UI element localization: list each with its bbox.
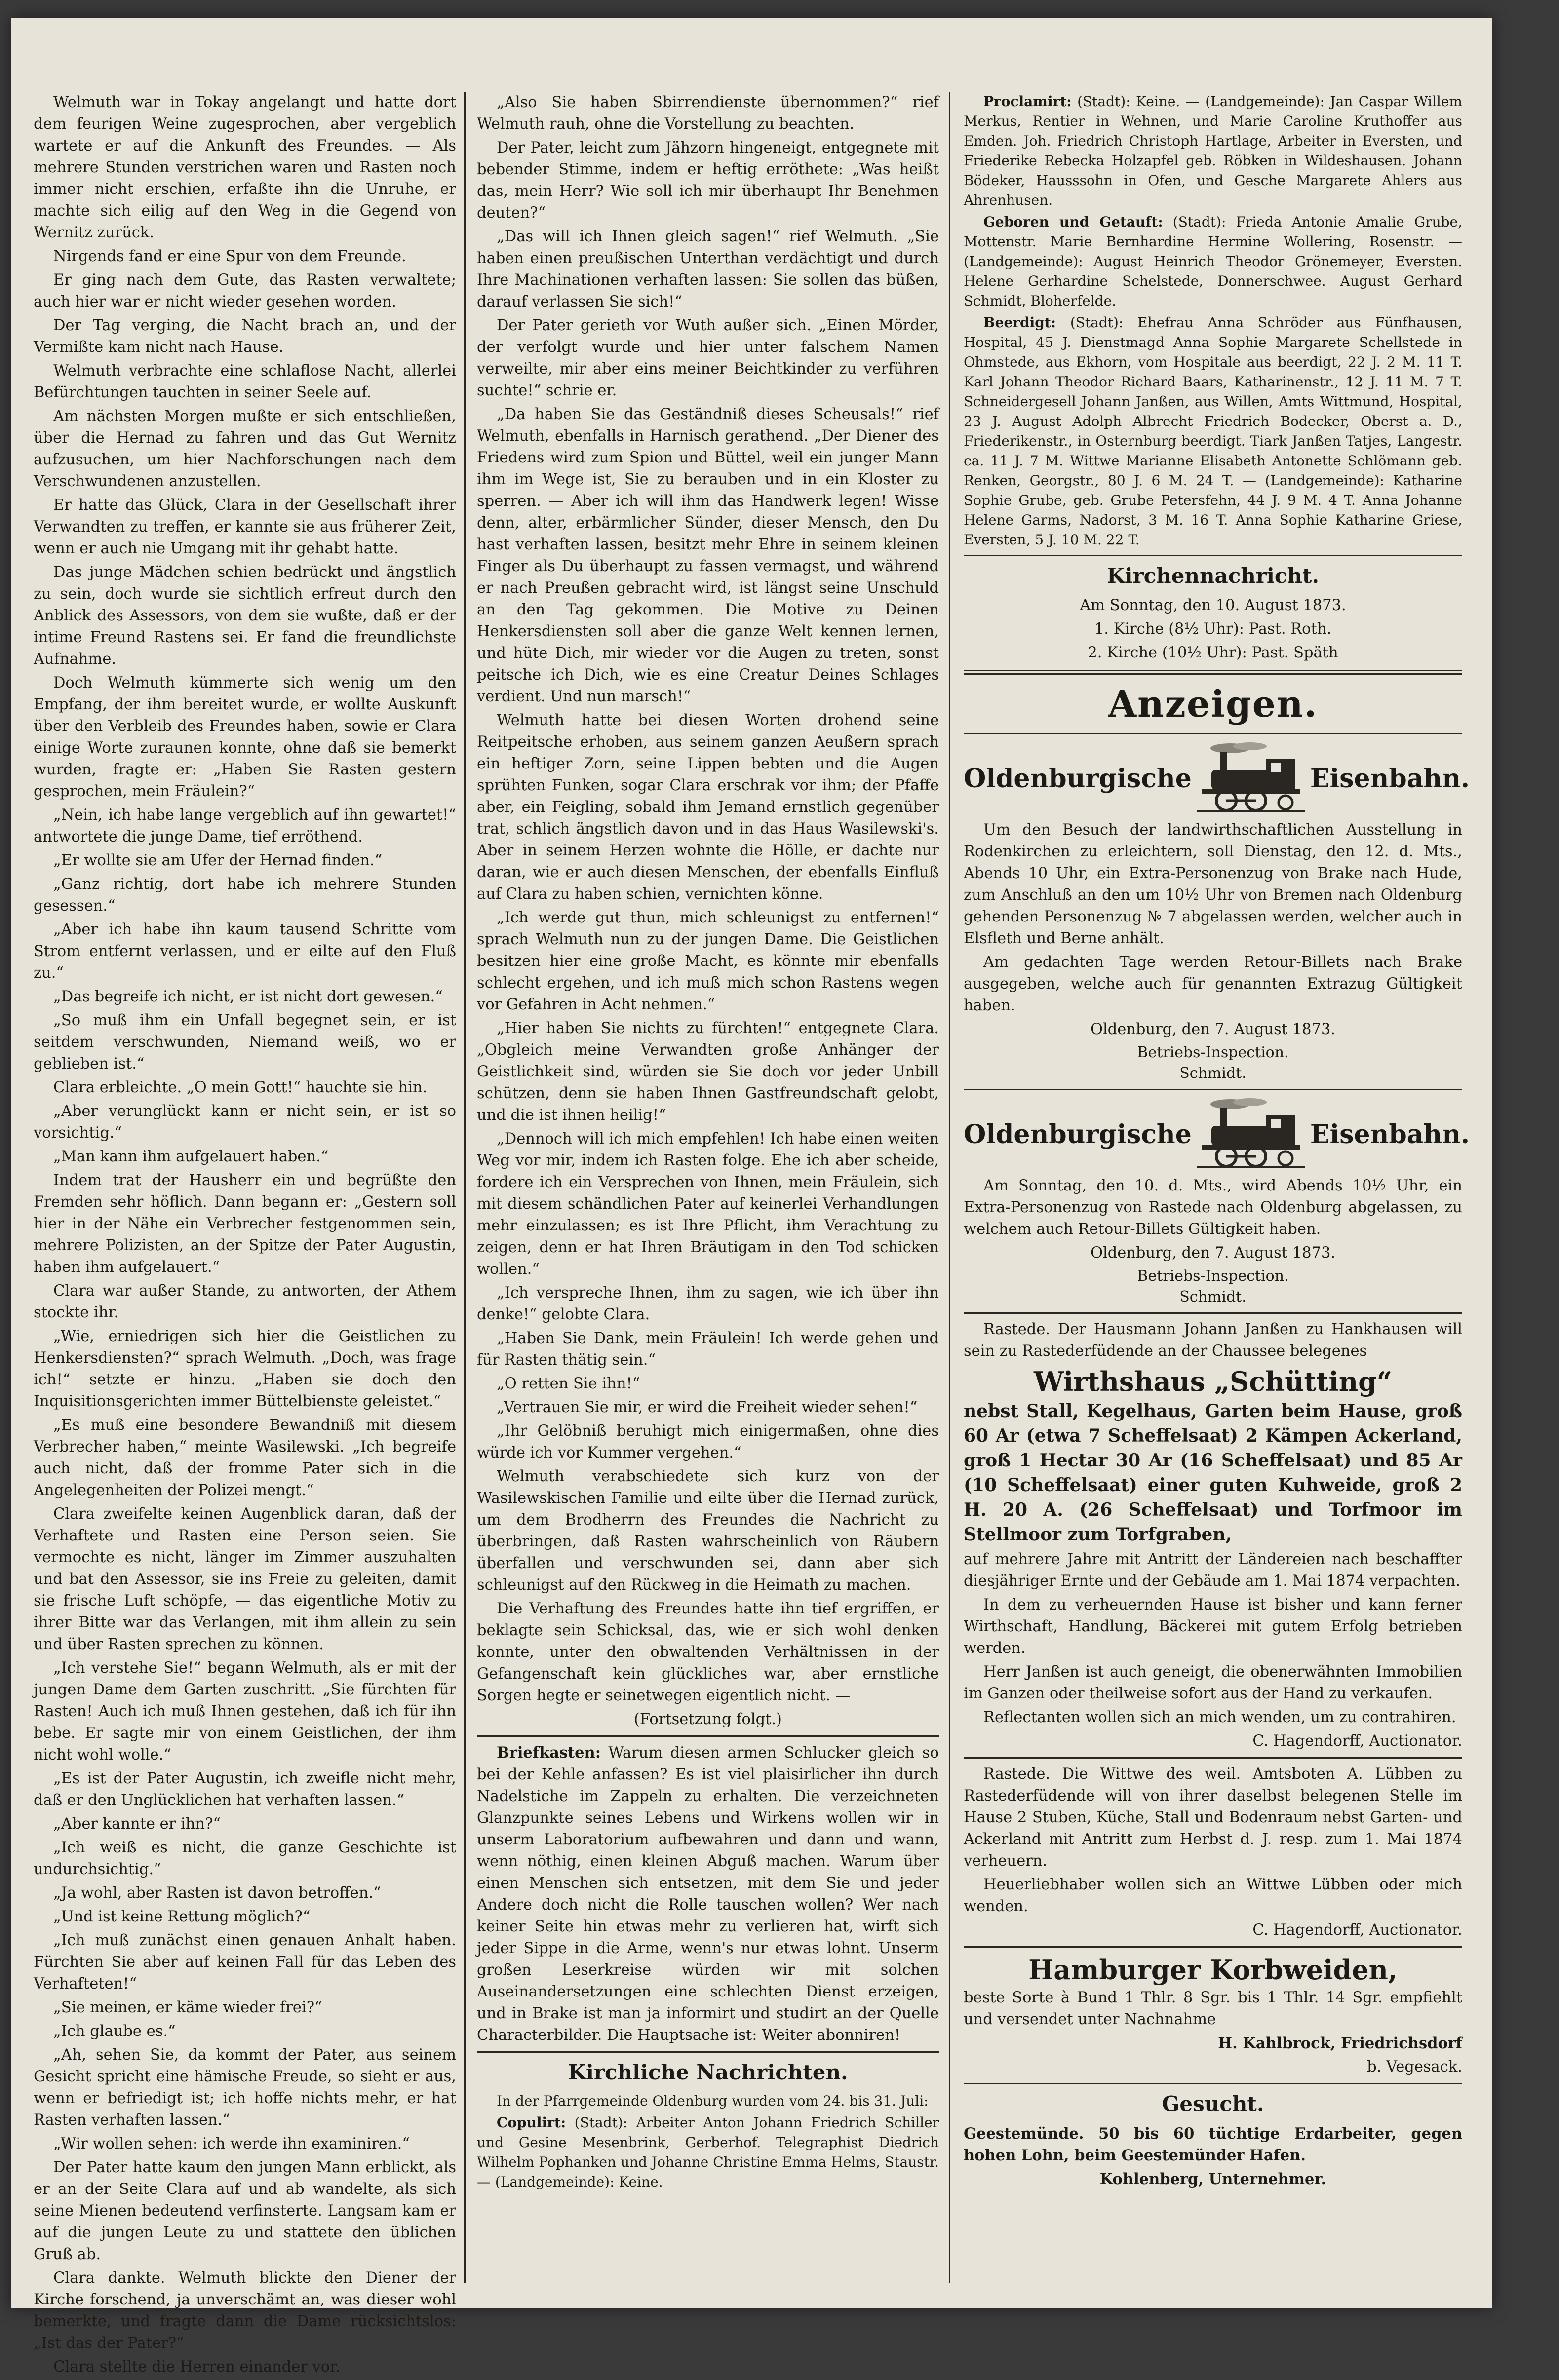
rail-ad-1-right: Eisenbahn. [1310,763,1470,794]
announcements-column [964,92,1470,2192]
rail-ad-2-sig2: Schmidt. [1179,1288,1247,1305]
rail-ad-1-header [964,741,1470,815]
story-column-2 [477,92,939,2194]
anzeigen-title: Anzeigen. [1108,683,1318,726]
story-paragraph: „Das will ich Ihnen gleich sagen!“ rief Welmuth. „Sie haben einen preußischen Unterthan verdächtigt und durch Ihre Machinationen verhaften lassen: Sie sollen das büßen, darauf verlassen Sie sich!“ [477,228,939,310]
story-paragraph: Clara war außer Stande, zu antworten, der Athem stockte ihr. [34,1282,456,1321]
rail-ad-2-place: Oldenburg, den 7. August 1873. [1090,1244,1336,1262]
briefkasten [477,1742,939,2046]
story-paragraph: „Ganz richtig, dort habe ich mehrere Stunden gesessen.“ [34,876,456,915]
story-paragraph: Indem trat der Hausherr ein und begrüßte den Fremden sehr höflich. Dann begann er: „Gestern soll hier in der Nähe ein Verbrecher festgenommen sein, mehrere Polizisten, an der Spitze der Pater Augustin, haben ihm aufgelauert.“ [34,1172,456,1276]
story-paragraph: „Ich glaube es.“ [53,2023,176,2040]
geboren-text: (Stadt): Frieda Antonie Amalie Grube, Mottenstr. Marie Bernhardine Hermine Wollering, Rosenstr. — (Landgemeinde): August Heinrich Theodor Grönemeyer, Eversten. Helene Gerhardine Schelstede, Donnerschwee. August Gerhard Schmidt, Bloherfelde. [964,214,1463,309]
ad-2-text2: Heuerliebhaber wollen sich an Wittwe Lübben oder mich wenden. [964,1876,1462,1915]
ad-1-title: Wirthshaus „Schütting“ [1034,1366,1392,1397]
story-paragraph: Clara erbleichte. „O mein Gott!“ hauchte sie hin. [53,1079,428,1096]
ad-3-signature: H. Kahlbrock, Friedrichsdorf [1218,2035,1462,2052]
story-paragraph: „Da haben Sie das Geständniß dieses Scheusals!“ rief Welmuth, ebenfalls in Harnisch gerathend. „Der Diener des Friedens wird zum Spion und Büttel, weil ein junger Mann ihm im Wege ist, Sie zu berauben und in ein Kloster zu sperren. — Aber ich will ihm das Handwerk legen! Wisse denn, alter, erbärmlicher Sünder, dieser Mensch, den Du hast verhaften lassen, besitzt mehr Ehre in seinem kleinen Finger als Du überhaupt zu fassen vermagst, und während er nach Preußen gebracht wird, ist längst seine Unschuld an den Tag gekommen. Die Motive zu Deinen Henkersdiensten soll aber die ganze Welt kennen lernen, und hüte Dich, mir wieder vor die Augen zu treten, sonst peitsche ich Dich, wie es eine Creatur Deines Schlages verdient. Und nun marsch!“ [477,406,939,705]
story-paragraph: Der Pater, leicht zum Jähzorn hingeneigt, entgegnete mit bebender Stimme, indem er heftig erröthete: „Was heißt das, mein Herr? Wie soll ich mir überhaupt Ihr Benehmen deuten?“ [477,139,939,222]
story-paragraph: „Dennoch will ich mich empfehlen! Ich habe einen weiten Weg vor mir, indem ich Rasten folge. Ehe ich aber scheide, fordere ich ein Versprechen von Ihnen, mein Fräulein, sich mit diesem schändlichen Pater auf keinerlei Verhandlungen mehr einzulassen; es ist Ihre Pflicht, ihm Verachtung zu zeigen, denn er hat Ihren Bräutigam in den Tod schicken wollen.“ [477,1130,939,1278]
story-paragraph: „Wie, erniedrigen sich hier die Geistlichen zu Henkersdiensten?“ sprach Welmuth. „Doch, was frage ich!“ setzte er hinzu. „Haben sie doch den Inquisitionsgerichten immer Büttelbienste geleistet.“ [34,1328,456,1410]
newspaper-page [11,18,1492,2376]
copulirt-label: Copulirt: [497,2114,566,2131]
rule [477,1735,939,1737]
beerdigt-label: Beerdigt: [983,314,1056,331]
ad-1-bold: nebst Stall, Kegelhaus, Garten beim Hause, groß 60 Ar (etwa 7 Scheffelsaat) 2 Kämpen Ackerland, groß 1 Hectar 30 Ar (16 Scheffelsaat) und 85 Ar (10 Scheffelsaat) einer guten Kuhweide, groß 2 H. 20 A. (26 Scheffelsaat) und Torfmoor im Stellmoor zum Torfgraben, [964,1401,1462,1545]
story-paragraph: Der Tag verging, die Nacht brach an, und der Vermißte kam nicht nach Hause. [34,317,456,356]
story-paragraph: Clara dankte. Welmuth blickte den Diener der Kirche forschend, ja unverschämt an, was dieser wohl bemerkte, und fragte dann die Dame rücksichtslos: „Ist das der Pater?“ [34,2269,456,2352]
story-paragraph: „Wir wollen sehen: ich werde ihn examiniren.“ [53,2135,410,2152]
ad-1-text3: Herr Janßen ist auch geneigt, die obenerwähnten Immobilien im Ganzen oder theilweise sofort aus der Hand zu verkaufen. [964,1663,1462,1702]
story-paragraph: „So muß ihm ein Unfall begegnet sein, er ist seitdem verschwunden, Niemand weiß, wo er geblieben ist.“ [34,1012,456,1073]
rule [964,555,1462,556]
story-paragraph: „O retten Sie ihn!“ [497,1375,640,1392]
ad-4-signature: Kohlenberg, Unternehmer. [1099,2170,1326,2188]
story-paragraph: „Aber ich habe ihn kaum tausend Schritte vom Strom entfernt verlassen, und er eilte auf den Fluß zu.“ [34,921,456,982]
ad-2-signature: C. Hagendorff, Auctionator. [1252,1921,1462,1939]
story-paragraph: „Ja wohl, aber Rasten ist davon betroffen.“ [53,1884,381,1902]
ad-1-intro: Rastede. Der Hausmann Johann Janßen zu Hankhausen will sein zu Rastederfüdende an der Chaussee belegenes [964,1321,1462,1360]
story-paragraph: Die Verhaftung des Freundes hatte ihn tief ergriffen, er beklagte sein Schicksal, das, wie er sich wohl denken konnte, unter den obwaltenden Verhältnissen in der Gefangenschaft kein glückliches war, aber ernstliche Sorgen hegte er seinetwegen eigentlich nicht. — [477,1600,939,1704]
rail-ad-2-left: Oldenburgische [964,1119,1192,1150]
story-paragraph: Welmuth verbrachte eine schlaflose Nacht, allerlei Befürchtungen tauchten in seiner Seele auf. [34,362,456,401]
story-paragraph: Er ging nach dem Gute, das Rasten verwaltete; auch hier war er nicht wieder gesehen worden. [34,271,456,310]
ad-4-text: Geestemünde. 50 bis 60 tüchtige Erdarbeiter, gegen hohen Lohn, beim Geestemünder Hafen. [964,2125,1462,2164]
beerdigt-text: (Stadt): Ehefrau Anna Schröder aus Fünfhausen, Hospital, 45 J. Dienstmagd Anna Sophie Margarete Schellstede in Ohmstede, aus Ekhorn, vom Hospitale aus beerdigt, 22 J. 2 M. 11 T. Karl Johann Theodor Richard Baars, Katharinenstr., 12 J. 11 M. 7 T. Schneidergesell Johann Janßen, aus Willen, Amts Wittmund, Hospital, 23 J. August Adolph Albrecht Friedrich Bodecker, Oberst a. D., Friederikenstr., in Osternburg beerdigt. Tiark Janßen Tatjes, Langestr. ca. 11 J. 7 M. Wittwe Marianne Elisabeth Antonette Schlömann geb. Renken, Georgstr., 80 J. 6 M. 24 T. — (Landgemeinde): Katharine Sophie Grube, geb. Grube Petersfehn, 44 J. 9 M. 4 T. Anna Johanne Helene Garms, Nadorst, 3 M. 16 T. Anna Sophie Katharine Griese, Eversten, 5 J. 10 M. 22 T. [964,314,1462,548]
story-paragraph: „Ich verstehe Sie!“ begann Welmuth, als er mit der jungen Dame dem Garten zuschritt. „Sie fürchten für Rasten! Auch ich muß Ihnen gestehen, daß ich für ihn bebe. Er sagte mir von einem Geistlichen, der ihm nicht wohl wolle.“ [34,1659,456,1764]
copulirt [477,2113,939,2192]
beerdigt [964,313,1462,550]
ad-1-text: auf mehrere Jahre mit Antritt der Ländereien nach beschaffter diesjähriger Ernte und der Gebäude am 1. Mai 1874 verpachten. [964,1551,1462,1590]
story-paragraph: „Vertrauen Sie mir, er wird die Freiheit wieder sehen!“ [497,1399,918,1416]
story-paragraph: Das junge Mädchen schien bedrückt und ängstlich zu sein, doch wurde sie sichtlich erfreut durch den Anblick des Assessors, von dem sie wußte, daß er der intime Freund Rastens sei. Er fand die freundlichste Aufnahme. [34,564,456,668]
ad-1-signature: C. Hagendorff, Auctionator. [1252,1732,1462,1750]
story-paragraph: „Ah, sehen Sie, da kommt der Pater, aus seinem Gesicht spricht eine hämische Freude, so sieht er aus, wenn er befriedigt ist; ich hoffe nichts mehr, er hat Rasten verhaften lassen.“ [34,2046,456,2129]
kirchennachricht-date: Am Sonntag, den 10. August 1873. [1080,597,1346,614]
story-paragraph: Welmuth war in Tokay angelangt und hatte dort dem feurigen Weine zugesprochen, aber vergeblich wartete er auf die Ankunft des Freundes. — Als mehrere Stunden verstrichen waren und Rasten noch immer nicht erschien, erfaßte ihn die Unruhe, er machte sich eilig auf den Weg in die Gegend von Wernitz zurück. [34,94,456,241]
rail-ad-1-text: Um den Besuch der landwirthschaftlichen Ausstellung in Rodenkirchen zu erleichtern, soll Dienstag, den 12. d. Mts., Abends 10 Uhr, ein Extra-Personenzug von Brake nach Hude, zum Anschluß an den um 10½ Uhr von Bremen nach Oldenburg gehenden Personenzug № 7 abgelassen werden, welcher auch in Elsfleth und Berne anhält. [964,821,1462,947]
story-paragraph: „Er wollte sie am Ufer der Hernad finden.“ [53,852,383,869]
story-paragraph: „Man kann ihm aufgelauert haben.“ [53,1148,329,1165]
story-paragraph: „Sie meinen, er käme wieder frei?“ [53,1999,322,2016]
story-paragraph: „Nein, ich habe lange vergeblich auf ihn gewartet!“ antwortete die junge Dame, tief erröthend. [34,806,456,845]
story-paragraph: Der Pater hatte kaum den jungen Mann erblickt, als er an der Seite Clara auf und ab wandelte, als sich seine Mienen bedeutend verfinsterte. Langsam kam er auf die jungen Leute zu und stattete den üblichen Gruß ab. [34,2159,456,2263]
story-paragraph: „Das begreife ich nicht, er ist nicht dort gewesen.“ [53,988,443,1005]
rule [477,2051,939,2053]
story-paragraph: Clara zweifelte keinen Augenblick daran, daß der Verhaftete und Rasten eine Person seien. Sie vermochte es nicht, länger im Zimmer auszuhalten und bat den Assessor, sie ins Freie zu geleiten, damit sie frische Luft schöpfe, — das eigentliche Motiv zu ihrer Bitte war das Verlangen, mit ihm allein zu sein und über Rasten sprechen zu können. [34,1505,456,1653]
ad-3-text: beste Sorte à Bund 1 Thlr. 8 Sgr. bis 1 Thlr. 14 Sgr. empfiehlt und versendet unter Nachnahme [964,1989,1462,2028]
story-paragraph: „Aber kannte er ihn?“ [53,1815,221,1833]
story-paragraph: Er hatte das Glück, Clara in der Gesellschaft ihrer Verwandten zu treffen, er kannte sie aus früherer Zeit, wenn er auch nie Umgang mit ihr gehabt hatte. [34,497,456,557]
double-rule [964,670,1462,675]
story-paragraph: „Ich weiß es nicht, die ganze Geschichte ist undurchsichtig.“ [34,1839,456,1878]
story-paragraph: Der Pater gerieth vor Wuth außer sich. „Einen Mörder, der verfolgt wurde und hier unter falschem Namen verweilte, mir aber eins meiner Beichtkinder zu verführen suchte!“ schrie er. [477,317,939,399]
story-paragraph: „Haben Sie Dank, mein Fräulein! Ich werde gehen und für Rasten thätig sein.“ [477,1330,939,1369]
rail-ad-1-sig2: Schmidt. [1179,1065,1247,1082]
story-paragraph: „Also Sie haben Sbirrendienste übernommen?“ rief Welmuth rauh, ohne die Vorstellung zu beachten. [477,94,939,133]
column-divider-1 [464,92,466,2283]
briefkasten-label: Briefkasten: [497,1744,601,1762]
story-paragraph: „Ich muß zunächst einen genauen Anhalt haben. Fürchten Sie aber auf keinen Fall für das Leben des Verhafteten!“ [34,1932,456,1993]
rule [964,1089,1462,1090]
rule [964,1946,1462,1948]
rail-ad-2-text: Am Sonntag, den 10. d. Mts., wird Abends 10½ Uhr, ein Extra-Personenzug von Rastede nach Oldenburg abgelassen, zu welchem auch Retour-Billets Gültigkeit haben. [964,1177,1462,1238]
ad-1-text2: In dem zu verheuernden Hause ist bisher und kann ferner Wirthschaft, Handlung, Bäckerei mit gutem Erfolg betrieben werden. [964,1596,1462,1657]
story-paragraph: „Es muß eine besondere Bewandniß mit diesem Verbrecher haben,“ meinte Wasilewski. „Ich begreife auch nicht, daß der fromme Pater sich in die Angelegenheiten der Polizei mengt.“ [34,1417,456,1499]
story-paragraph: Nirgends fand er eine Spur von dem Freunde. [53,248,406,265]
kirchliche-intro: In der Pfarrgemeinde Oldenburg wurden vom 24. bis 31. Juli: [497,2093,929,2109]
rail-ad-2-header [964,1097,1470,1171]
story-paragraph: „Und ist keine Rettung möglich?“ [53,1908,311,1925]
story-paragraph: „Ich werde gut thun, mich schleunigst zu entfernen!“ sprach Welmuth nun zu der jungen Dame. Die Geistlichen besitzen hier eine große Macht, es könnte mir ebenfalls schlecht ergehen, und ich muß mich schon Rastens wegen vor Gefahren in Acht nehmen.“ [477,909,939,1013]
ad-1-text4: Reflectanten wollen sich an mich wenden, um zu contrahiren. [983,1709,1456,1726]
rail-ad-1-place: Oldenburg, den 7. August 1873. [1090,1021,1336,1038]
proclamirt-text: (Stadt): Keine. — (Landgemeinde): Jan Caspar Willem Merkus, Rentier in Wehnen, und Marie Caroline Kruthoffer aus Emden. Joh. Friedrich Christoph Hartlage, Arbeiter in Eversten, und Friederike Rebecka Holzapfel geb. Röbken in Wildeshausen. Johann Bödeker, Hausssohn in Ofen, und Gesche Margarete Ahlers aus Ahrenhusen. [964,93,1462,208]
story-paragraph: „Ich verspreche Ihnen, ihm zu sagen, wie ich über ihn denke!“ gelobte Clara. [477,1284,939,1323]
story-paragraph: Am nächsten Morgen mußte er sich entschließen, über die Hernad zu fahren und das Gut Wernitz aufzusuchen, um hier Nachforschungen nach dem Verschwundenen anzustellen. [34,408,456,490]
kirche-2: 2. Kirche (10½ Uhr): Past. Späth [1088,644,1338,661]
kirchliche-title: Kirchliche Nachrichten. [568,2060,848,2084]
story-paragraph: Welmuth hatte bei diesen Worten drohend seine Reitpeitsche erhoben, aus seinem ganzen Aeußern sprach ein heftiger Zorn, seine Lippen bebten und die Augen sprühten Funken, sogar Clara erschrak vor ihm; der Pfaffe aber, ein Feigling, sobald ihm Jemand ernstlich gegenüber trat, schlich ängstlich davon und in das Haus Wasilewski's. Aber in seinem Herzen wohnte die Hölle, er dachte nur daran, wie er auch diesen Menschen, der ebenfalls Einfluß auf Clara zu haben schien, vernichten könne. [477,712,939,903]
ad-4-title: Gesucht. [1162,2092,1264,2116]
rule [964,1757,1462,1759]
kirche-1: 1. Kirche (8½ Uhr): Past. Roth. [1094,620,1332,638]
ad-3-title: Hamburger Korbweiden, [1028,1954,1398,1986]
ad-3-signature-2: b. Vegesack. [1367,2058,1462,2075]
story-column-1 [34,92,456,2380]
rail-ad-1-left: Oldenburgische [964,763,1192,794]
rail-ad-1-text2: Am gedachten Tage werden Retour-Billets nach Brake ausgegeben, welche auch für genannten Extrazug Gültigkeit haben. [964,954,1462,1014]
story-paragraph: Doch Welmuth kümmerte sich wenig um den Empfang, der ihm bereitet wurde, er wollte Auskunft über den Verbleib des Freundes haben, sowie er Clara einige Worte zuraunen konnte, ohne daß sie bemerkt wurden, fragte er: „Haben Sie Rasten gestern gesprochen, mein Fräulein?“ [34,674,456,800]
proclamirt [964,92,1462,210]
story-paragraph: „Ihr Gelöbniß beruhigt mich einigermaßen, ohne dies würde ich vor Kummer vergehen.“ [477,1422,939,1461]
rail-ad-2-right: Eisenbahn. [1310,1119,1470,1150]
column-divider-2 [949,92,950,2283]
copulirt-text: (Stadt): Arbeiter Anton Johann Friedrich Schiller und Gesine Mesenbrink, Gerberhof. Telegraphist Diedrich Wilhelm Pophanken und Johanne Christine Emma Helms, Staustr. — (Landgemeinde): Keine. [477,2114,939,2190]
briefkasten-text: Warum diesen armen Schlucker gleich so bei der Kehle anfassen? Es ist viel plaisirlicher ihn durch Nadelstiche im Zappeln zu erhalten. Die verzeichneten Glanzpunkte seines Lebens und Wirkens wollen wir in unserm Laboratorium aufbewahren und dann und wann, wenn nöthig, einen kleinen Abguß machen. Warum über einen Menschen sich entsetzen, mit dem Sie und jeder Andere doch nicht die Rolle tauschen wollen? Wer nach keiner Seite hin etwas mehr zu verlieren hat, wirft sich jeder Sippe in die Arme, wenn's nur etwas lohnt. Unserm großen Leserkreise würden wir mit solchen Auseinandersetzungen eine schlechten Dienst erzeigen, und in Brake ist man ja informirt und studirt an der Quelle Characterbilder. Die Hauptsache ist: Weiter abonniren! [477,1744,939,2044]
story-continuation [477,92,939,1707]
story-paragraph: „Hier haben Sie nichts zu fürchten!“ entgegnete Clara. „Obgleich meine Verwandten große Anhänger der Geistlichkeit sind, würden sie Sie doch vor jeder Unbill schützen, denn sie haben Ihnen Gastfreundschaft gelobt, und die ist ihnen heilig!“ [477,1020,939,1124]
ad-2-text: Rastede. Die Wittwe des weil. Amtsboten A. Lübben zu Rastederfüdende will von ihrer daselbst belegenen Stelle im Hause 2 Stuben, Küche, Stall und Bodenraum nebst Garten- und Ackerland mit Antritt zum Herbst d. J. resp. zum 1. Mai 1874 verheuern. [964,1766,1462,1870]
story-paragraph: „Aber verunglückt kann er nicht sein, er ist so vorsichtig.“ [34,1103,456,1142]
story-paragraph: Welmuth verabschiedete sich kurz von der Wasilewskischen Familie und eilte über die Hernad zurück, um dem Brodherrn des Freundes die Nachricht zu überbringen, daß Rasten wahrscheinlich von Räubern überfallen und verschwunden sei, dann aber sich schleunigst auf den Rückweg in die Heimath zu machen. [477,1468,939,1594]
rule [964,2083,1462,2084]
rail-ad-1-sig1: Betriebs-Inspection. [1137,1044,1289,1061]
rule [964,733,1462,734]
rule [964,1312,1462,1314]
kirchennachricht-title: Kirchennachricht. [1106,564,1320,588]
continued-note: (Fortsetzung folgt.) [634,1711,782,1728]
locomotive-icon [1192,741,1310,815]
story-paragraph: Clara stellte die Herren einander vor. [53,2358,341,2376]
proclamirt-label: Proclamirt: [983,93,1072,110]
locomotive-icon [1192,1097,1310,1171]
geboren-label: Geboren und Getauft: [983,214,1163,230]
rail-ad-2-sig1: Betriebs-Inspection. [1137,1267,1289,1285]
story-paragraph: „Es ist der Pater Augustin, ich zweifle nicht mehr, daß er den Unglücklichen hat verhaften lassen.“ [34,1770,456,1809]
geboren [964,212,1462,311]
